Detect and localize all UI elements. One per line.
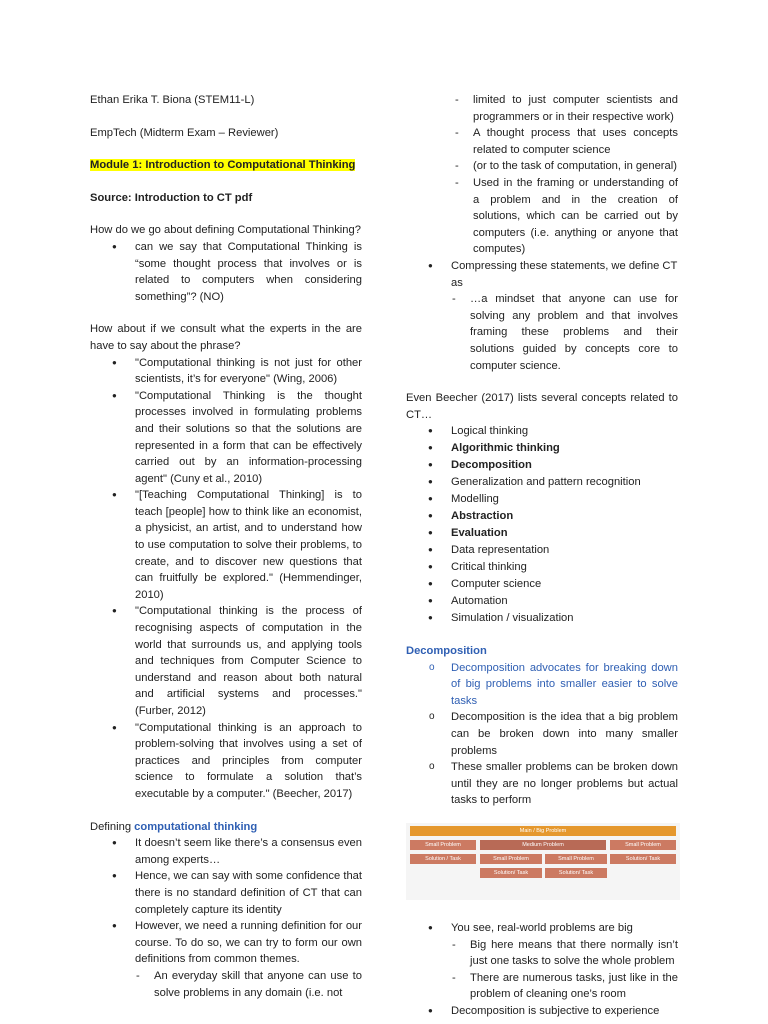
dash-item: - Big here means that there normally isn’t just one tasks to solve the whole problem: [451, 937, 678, 970]
diagram-small-problem: Small Problem: [480, 854, 542, 864]
list-item: ● Decomposition is subjective to experience: [406, 1003, 678, 1020]
defining-prefix: Defining: [90, 820, 135, 833]
list-item: [406, 258, 678, 374]
module-title: Module 1: Introduction to Computational Thinking: [90, 159, 356, 172]
defining-list: [90, 835, 362, 1001]
concept-item: ● Automation: [406, 593, 678, 610]
decomposition-point: o Decomposition is the idea that a big problem can be broken down into many smaller problems: [406, 709, 678, 759]
module-heading: [90, 157, 362, 174]
diagram-small-problem: Small Problem: [410, 840, 476, 850]
defining-heading: [90, 819, 362, 836]
defining-term: computational thinking: [134, 820, 258, 833]
dash-item: - There are numerous tasks, just like in the problem of cleaning one’s room: [451, 970, 678, 1003]
diagram-medium-problem: Medium Problem: [480, 840, 606, 850]
dash-item: - (or to the task of computation, in general): [454, 158, 678, 175]
dash-item-text: limited to just computer scientists and programmers or in their respective work): [473, 94, 678, 123]
concept-item: ● Generalization and pattern recognition: [406, 474, 678, 491]
diagram-solution-task: Solution/ Task: [610, 854, 676, 864]
list-item-text: Compressing these statements, we define CT as: [451, 259, 678, 289]
question-1: How do we go about defining Computational Thinking?: [90, 224, 361, 237]
decomposition-heading: Decomposition: [406, 645, 487, 658]
list-item: [406, 920, 678, 1003]
diagram-solution-task: Solution/ Task: [545, 868, 607, 878]
definition-dash-list-continued: [406, 92, 678, 258]
dash-item: - Used in the framing or understanding of a problem and in the creation of solutions, which can be carried out by computers (i.e. anything or anyone that computes): [454, 175, 678, 258]
list-item-text: However, we need a running definition for our course. To do so, we can try to form our own definitions from common themes.: [135, 920, 362, 966]
diagram-main-problem: Main / Big Problem: [410, 826, 676, 836]
list-item: ● "Computational thinking is not just for other scientists, it’s for everyone" (Wing, 2006): [90, 355, 362, 388]
diagram-small-problem: Small Problem: [610, 840, 676, 850]
list-item: ● "[Teaching Computational Thinking] is to teach [people] how to think like an economist, a physicist, an artist, and to understand how to use computation to solve their problems, to create, and to discover new questions that can fruitfully be explored." (Hemmendinger, 2010): [90, 487, 362, 603]
decomposition-diagram: [406, 823, 680, 900]
concept-item: ● Simulation / visualization: [406, 610, 678, 627]
diagram-small-problem: Small Problem: [545, 854, 607, 864]
concept-item: ● Modelling: [406, 491, 678, 508]
real-world-dash-list: [451, 937, 678, 1003]
list-item: ● can we say that Computational Thinking is “some thought process that involves or is related to computers when considering something”? (NO): [90, 239, 362, 305]
question-2: How about if we consult what the experts in the are have to say about the phrase?: [90, 323, 362, 352]
list-item: ● "Computational Thinking is the thought processes involved in formulating problems and their solutions so that the solutions are represented in a form that can be effectively carried out by an information-processing agent" (Cuny et al., 2010): [90, 388, 362, 488]
concept-item: ● Computer science: [406, 576, 678, 593]
compress-list: [406, 258, 678, 374]
concept-item: ● Data representation: [406, 542, 678, 559]
list-item: [90, 918, 362, 1001]
diagram-solution-task: Solution / Task: [410, 854, 476, 864]
list-item-text: You see, real-world problems are big: [451, 922, 633, 935]
decomposition-point: o These smaller problems can be broken down until they are no longer problems but actual tasks to perform: [406, 759, 678, 809]
list-item: ● Hence, we can say with some confidence that there is no standard definition of CT that can completely capture its identity: [90, 868, 362, 918]
concept-item: ● Critical thinking: [406, 559, 678, 576]
compress-dash-list: [451, 291, 678, 374]
decomposition-point: o Decomposition advocates for breaking down of big problems into smaller easier to solve tasks: [406, 660, 678, 710]
concepts-list: [406, 423, 678, 626]
left-column: [90, 92, 362, 1001]
list-item: ● It doesn’t seem like there’s a consensus even among experts…: [90, 835, 362, 868]
real-world-list: [406, 920, 678, 1020]
dash-item: - A thought process that uses concepts related to computer science: [454, 125, 678, 158]
diagram-solution-task: Solution/ Task: [480, 868, 542, 878]
concept-item: ● Evaluation: [406, 525, 678, 542]
beecher-intro: Even Beecher (2017) lists several concepts related to CT…: [406, 392, 678, 421]
expert-quotes-list: [90, 355, 362, 803]
dash-item: - …a mindset that anyone can use for solving any problem and that involves framing these problems and their solutions guided by concepts core to computer science.: [451, 291, 678, 374]
course-line: EmpTech (Midterm Exam – Reviewer): [90, 126, 279, 139]
concept-item: ● Decomposition: [406, 457, 678, 474]
dash-item: - An everyday skill that anyone can use to solve problems in any domain (i.e. not: [135, 968, 362, 1001]
definition-dash-list: [135, 968, 362, 1001]
question-1-list: [90, 239, 362, 305]
source-line: Source: Introduction to CT pdf: [90, 191, 253, 204]
dash-item-continued: [454, 92, 678, 125]
concept-item: ● Algorithmic thinking: [406, 440, 678, 457]
author-line: Ethan Erika T. Biona (STEM11-L): [90, 94, 255, 106]
list-item: ● "Computational thinking is an approach to problem-solving that involves using a set of practices and principles from computer science to formulate a solution that’s executable by a computer." (Beecher, 2017): [90, 720, 362, 803]
concept-item: ● Abstraction: [406, 508, 678, 525]
concept-item: ● Logical thinking: [406, 423, 678, 440]
right-column: [406, 92, 678, 1020]
list-item: ● "Computational thinking is the process of recognising aspects of computation in the world that surrounds us, and applying tools and techniques from Computer Science to understand and reason about both natural and artificial systems and processes." (Furber, 2012): [90, 603, 362, 719]
decomposition-points: [406, 660, 678, 809]
